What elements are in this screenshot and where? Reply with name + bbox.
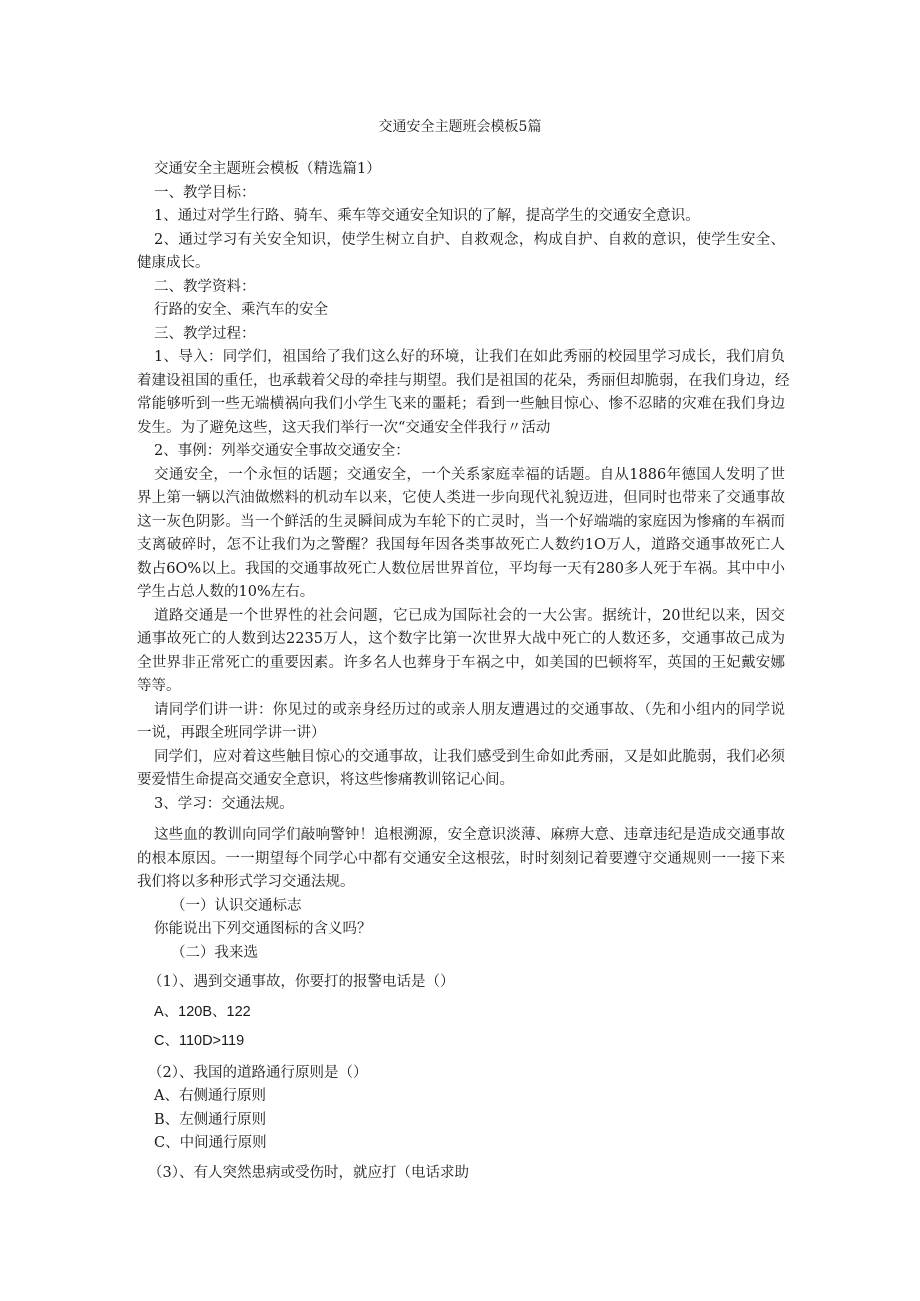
- paragraph-line: 道路交通是一个世界性的社会问题，它已成为国际社会的一大公害。据统计，20世纪以来，因交: [154, 607, 785, 624]
- answer-option: A、右侧通行原则: [154, 1088, 266, 1104]
- document-title: 交通安全主题班会模板5篇: [378, 119, 542, 135]
- paragraph-line: 着建设祖国的重任，也承载着父母的牵挂与期望。我们是祖国的花朵，秀丽但却脆弱，在我们身边，经: [137, 372, 790, 389]
- paragraph-line: 常能够听到一些无端横祸向我们小学生飞来的噩耗；看到一些触目惊心、惨不忍睹的灾难在我们身边: [137, 396, 785, 412]
- paragraph-line: 界上第一辆以汽油做燃料的机动车以来，它使人类进一步向现代礼貌迈进，但同时也带来了交通事故: [137, 490, 785, 506]
- paragraph-line: 一说，再跟全班同学讲一讲）: [137, 725, 326, 741]
- question: （3）、有人突然患病或受伤时，就应打（电话求助: [148, 1164, 469, 1181]
- paragraph-line: 健康成长。: [137, 255, 210, 271]
- paragraph-line: 1、导入：同学们，祖国给了我们这么好的环境，让我们在如此秀丽的校园里学习成长，我们肩负: [154, 349, 785, 365]
- paragraph-line: 2、事例：列举交通安全事故交通安全：: [154, 443, 410, 459]
- paragraph-line: 交通安全，一个永恒的话题；交通安全，一个关系家庭幸福的话题。自从1886年德国人发明了世: [154, 466, 785, 483]
- paragraph-line: 要爱惜生命提高交通安全意识，将这些惨痛教训铭记心间。: [137, 772, 514, 788]
- paragraph-line: 行路的安全、乘汽车的安全: [154, 302, 328, 318]
- paragraph-line: 这一灰色阴影。当一个鲜活的生灵瞬间成为车轮下的亡灵时，当一个好端端的家庭因为惨痛的车祸而: [137, 513, 785, 530]
- paragraph-line: 等等。: [137, 678, 181, 694]
- subheading: （一）认识交通标志: [171, 897, 302, 914]
- paragraph-line: 数占6O%以上。我国的交通事故死亡人数位居世界首位，平均每一天有280多人死于车祸。其中中小: [137, 560, 785, 577]
- subheading: （二）我来选: [171, 944, 258, 961]
- question: （2）、我国的道路通行原则是（）: [148, 1064, 368, 1081]
- paragraph-line: 学生占总人数的10%左右。: [137, 584, 315, 600]
- heading: 一、教学目标：: [154, 184, 256, 201]
- paragraph-line: 2、通过学习有关安全知识，使学生树立自护、自救观念，构成自护、自救的意识，使学生安全、: [154, 231, 785, 248]
- paragraph-line: 我们将以多种形式学习交通法规。: [137, 874, 355, 890]
- paragraph-line: 发生。为了避免这些，这天我们举行一次“交通安全伴我行〃活动: [137, 419, 551, 436]
- section-heading: 交通安全主题班会模板（精选篇1）: [154, 161, 381, 177]
- document-body: [137, 158, 790, 1185]
- heading: 二、教学资料：: [154, 278, 256, 295]
- paragraph-line: 这些血的教训向同学们敲响警钟！追根溯源，安全意识淡薄、麻痹大意、违章违纪是造成交通事故: [154, 827, 785, 843]
- paragraph-line: 支离破碎时，怎不让我们为之警醒？我国每年因各类事故死亡人数约1O万人，道路交通事故死亡人: [137, 537, 785, 553]
- paragraph-line: 同学们，应对着这些触目惊心的交通事故，让我们感受到生命如此秀丽，又是如此脆弱，我们必须: [154, 748, 785, 765]
- paragraph-line: 通事故死亡的人数到达2235万人，这个数字比第一次世界大战中死亡的人数还多，交通事故己成为: [137, 631, 785, 647]
- answer-option: C、中间通行原则: [154, 1135, 267, 1151]
- question: （1）、遇到交通事故，你要打的报警电话是（）: [148, 974, 455, 990]
- answer-option: C、110D>119: [154, 1033, 245, 1049]
- answer-option: A、120B、122: [154, 1003, 251, 1020]
- heading: 三、教学过程：: [154, 325, 256, 342]
- paragraph-line: 1、通过对学生行路、骑车、乘车等交通安全知识的了解，提高学生的交通安全意识。: [154, 208, 700, 224]
- paragraph-line: 的根本原因。一一期望每个同学心中都有交通安全这根弦，时时刻刻记着要遵守交通规则一一接下来: [137, 850, 785, 867]
- paragraph-line: 全世界非正常死亡的重要因素。许多名人也葬身于车祸之中，如美国的巴顿将军，英国的王妃戴安娜: [137, 654, 785, 671]
- paragraph-line: 你能说出下列交通图标的含义吗？: [154, 921, 372, 937]
- paragraph-line: 请同学们讲一讲：你见过的或亲身经历过的或亲人朋友遭遇过的交通事故、（先和小组内的同学说: [154, 701, 785, 718]
- heading: 3、学习：交通法规。: [154, 795, 294, 812]
- answer-option: B、左侧通行原则: [154, 1111, 267, 1128]
